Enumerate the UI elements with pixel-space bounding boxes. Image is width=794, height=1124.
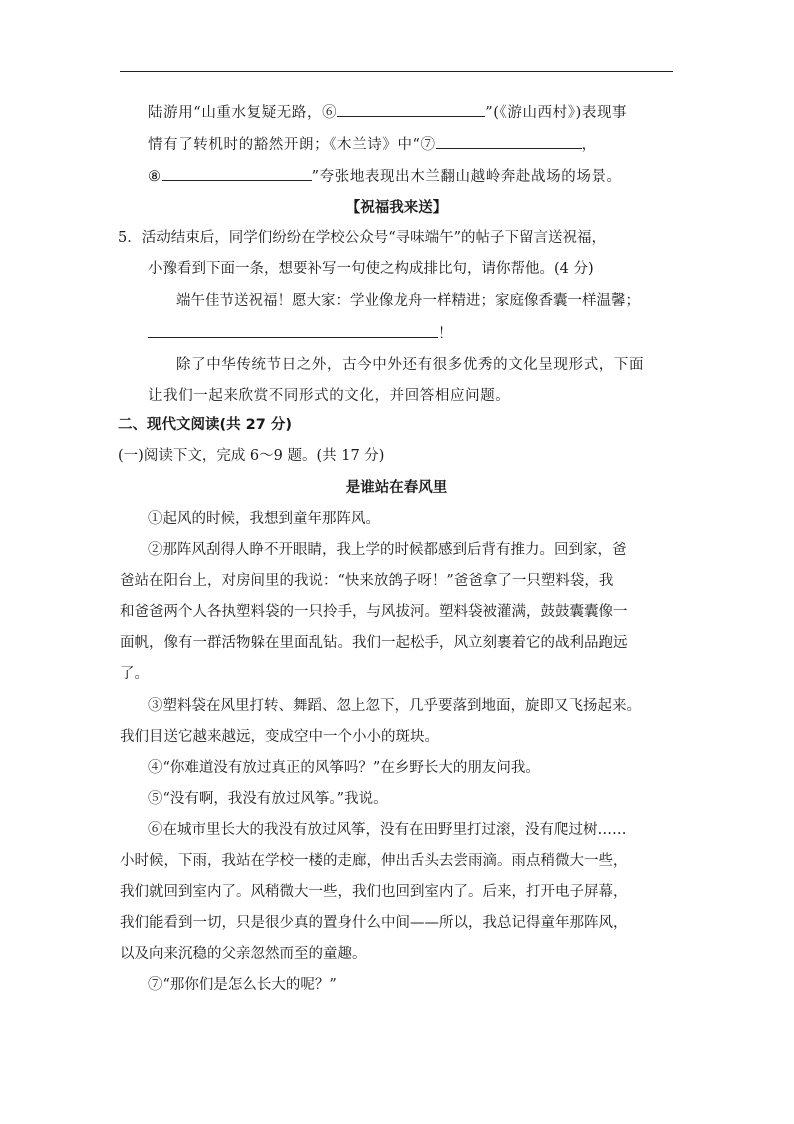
paragraph-6-line: 我们能看到一切，只是很少真的置身什么中间——所以，我总记得童年那阵风，: [120, 915, 628, 931]
poem-text: 情有了转机时的豁然开朗；《木兰诗》中“⑦: [148, 137, 436, 153]
poem-text: 陆游用“山重水复疑无路，⑥: [148, 105, 338, 121]
poem-text: ”夸张地表现出木兰翻山越岭奔赴战场的场景。: [311, 169, 622, 185]
poem-text: ”(《游山西村》)表现事: [485, 105, 628, 121]
answer-blank-8[interactable]: [162, 166, 312, 181]
paragraph-6-line: 以及向来沉稳的父亲忽然而至的童趣。: [120, 946, 367, 962]
paragraph-6-line: 小时候，下雨，我站在学校一楼的走廊，伸出舌头去尝雨滴。雨点稍微大一些，: [120, 853, 628, 869]
question-5-answer-line: [148, 323, 453, 344]
answer-blank-5[interactable]: [148, 323, 438, 338]
paragraph-4: ④“你难道没有放过真正的风筝吗？”在乡野长大的朋友问我。: [148, 760, 540, 776]
paragraph-3-line: 我们目送它越来越远，变成空中一个小小的斑块。: [120, 729, 439, 745]
paragraph-5: ⑤“没有啊，我没有放过风筝。”我说。: [148, 791, 388, 807]
poem-line-1: [148, 102, 627, 123]
question-5-line-2: 小豫看到下面一条，想要补写一句使之构成排比句，请你帮他。(4 分): [148, 261, 594, 277]
question-5-prompt: 端午佳节送祝福！愿大家：学业像龙舟一样精进；家庭像香囊一样温馨；: [176, 293, 640, 309]
paragraph-2-line: 了。: [120, 666, 149, 682]
intro-line-2: 让我们一起来欣赏不同形式的文化，并回答相应问题。: [148, 388, 511, 404]
intro-line-1: 除了中华传统节日之外，古今中外还有很多优秀的文化呈现形式，下面: [176, 357, 645, 373]
article-title: 是谁站在春风里: [345, 480, 448, 496]
paragraph-3-line: ③塑料袋在风里打转、舞蹈、忽上忽下，几乎要落到地面，旋即又飞扬起来。: [148, 698, 641, 714]
answer-blank-7[interactable]: [436, 134, 582, 149]
poem-line-2: [148, 134, 597, 155]
answer-blank-6[interactable]: [337, 102, 485, 117]
paragraph-1: ①起风的时候，我想到童年那阵风。: [148, 511, 380, 527]
poem-text: ⑧: [148, 169, 162, 185]
header-rule: [120, 71, 673, 72]
section-heading-wish: 【祝福我来送】: [345, 200, 448, 216]
paragraph-6-line: 我们就回到室内了。风稍微大一些，我们也回到室内了。后来，打开电子屏幕，: [120, 884, 628, 900]
poem-line-3: [148, 166, 622, 187]
paragraph-2-line: 面帆，像有一群活物躲在里面乱钻。我们一起松手，风立刻裹着它的战利品跑远: [120, 635, 628, 651]
part-2-title: 二、现代文阅读(共 27 分): [118, 417, 293, 433]
poem-text: ，: [581, 137, 597, 153]
paragraph-6-line: ⑥在城市里长大的我没有放过风筝，没有在田野里打过滚，没有爬过树……: [148, 822, 627, 838]
paragraph-2-line: 爸站在阳台上，对房间里的我说：“快来放鸽子呀！”爸爸拿了一只塑料袋，我: [120, 573, 614, 589]
exclamation-mark: ！: [438, 326, 453, 342]
part-2-instruction: (一)阅读下文，完成 6～9 题。(共 17 分): [118, 448, 385, 464]
paragraph-2-line: ②那阵风刮得人睁不开眼睛，我上学的时候都感到后背有推力。回到家，爸: [148, 542, 627, 558]
paragraph-2-line: 和爸爸两个人各执塑料袋的一只拎手，与风拔河。塑料袋被灌满，鼓鼓囊囊像一: [120, 604, 628, 620]
paragraph-7: ⑦“那你们是怎么长大的呢？”: [148, 977, 337, 993]
question-5-line-1: 5．活动结束后，同学们纷纷在学校公众号“寻味端午”的帖子下留言送祝福，: [118, 230, 607, 246]
